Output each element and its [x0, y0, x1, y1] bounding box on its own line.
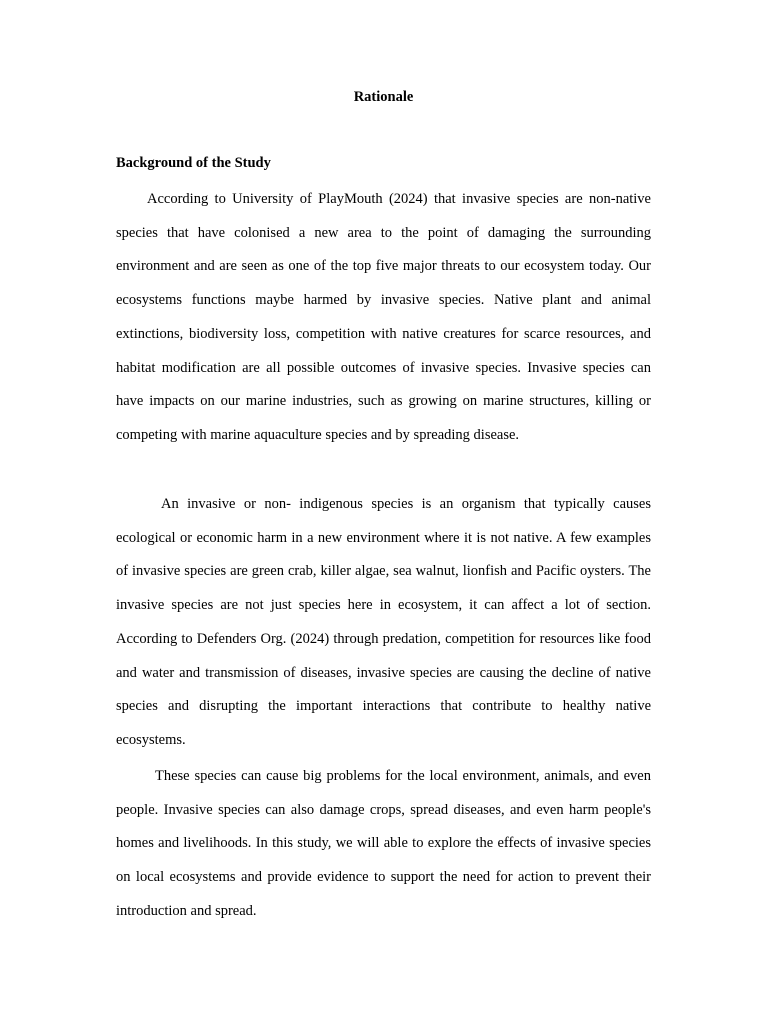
section-heading: Background of the Study — [116, 155, 271, 171]
paragraph-1: According to University of PlayMouth (2024) that invasive species are non-native species that have colonised a new area to the point of damaging the surrounding environment and are seen as one of the top five major threats to our ecosystem today. Our ecosystems functions maybe harmed by invasive species. Native plant and animal extinctions, biodiversity loss, competition with native creatures for scarce resources, and habitat modification are all possible outcomes of invasive species. Invasive species can have impacts on our marine industries, such as growing on marine structures, killing or competing with marine aquaculture species and by spreading disease. — [116, 191, 651, 443]
document-title: Rationale — [353, 89, 414, 105]
paragraph-2: An invasive or non- indigenous species is an organism that typically causes ecological or economic harm in a new environment where it is not native. A few examples of invasive species are green crab, killer algae, sea walnut, lionfish and Pacific oysters. The invasive species are not just species here in ecosystem, it can affect a lot of section. According to Defenders Org. (2024) through predation, competition for resources like food and water and transmission of diseases, invasive species are causing the decline of native species and disrupting the important interactions that contribute to healthy native ecosystems. — [116, 496, 651, 748]
paragraph-3: These species can cause big problems for the local environment, animals, and even people. Invasive species can also damage crops, spread diseases, and even harm people's homes and livelihoods. In this study, we will able to explore the effects of invasive species on local ecosystems and provide evidence to support the need for action to prevent their introduction and spread. — [116, 768, 651, 919]
